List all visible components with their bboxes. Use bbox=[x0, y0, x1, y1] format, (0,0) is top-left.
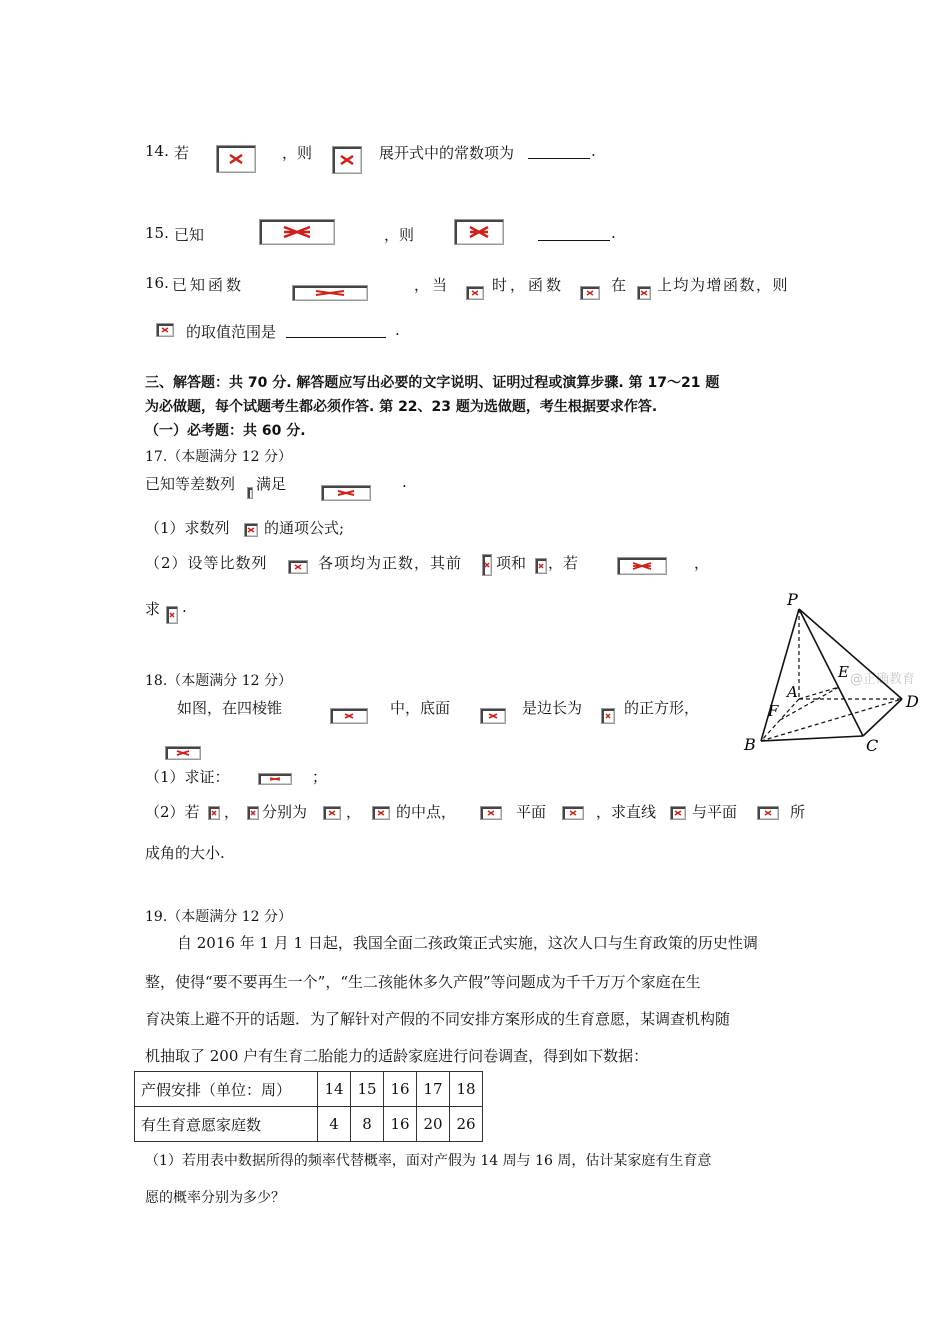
formula-image-placeholder bbox=[156, 323, 174, 337]
q19-para-line2: 整，使得“要不要再生一个”，“生二孩能休多久产假”等问题成为千千万万个家庭在生 bbox=[145, 973, 701, 991]
figure-watermark: @正确教育 bbox=[850, 672, 916, 687]
q18-part2-i: 所 bbox=[790, 803, 806, 821]
table-row bbox=[135, 1107, 483, 1142]
formula-image-placeholder bbox=[166, 606, 178, 624]
q18-part2-b: ， bbox=[224, 803, 240, 821]
q18-part2-e: 的中点， bbox=[396, 803, 457, 821]
q19-part1-line2: 愿的概率分别为多少？ bbox=[145, 1190, 285, 1206]
q19-para-line4: 机抽取了 200 户有生育二胎能力的适龄家庭进行问卷调查，得到如下数据： bbox=[145, 1047, 649, 1065]
label-A: A bbox=[787, 683, 798, 701]
broken-image-icon bbox=[468, 226, 490, 238]
broken-image-icon bbox=[631, 562, 653, 570]
formula-image-placeholder bbox=[562, 806, 584, 820]
table-cell: 8 bbox=[351, 1107, 384, 1142]
q18-line1-b: 中，底面 bbox=[390, 699, 451, 717]
broken-image-icon bbox=[471, 290, 479, 296]
broken-image-icon bbox=[250, 810, 256, 816]
broken-image-icon bbox=[569, 810, 577, 816]
table-cell: 4 bbox=[318, 1107, 351, 1142]
q19-title: 19.（本题满分 12 分） bbox=[145, 909, 292, 925]
formula-image-placeholder bbox=[482, 554, 492, 576]
table-cell: 20 bbox=[417, 1107, 450, 1142]
formula-image-placeholder bbox=[258, 773, 292, 785]
q16-number: 16. bbox=[145, 274, 169, 292]
formula-image-placeholder bbox=[216, 145, 256, 173]
q18-part2-g: ，求直线 bbox=[596, 803, 657, 821]
q17-intro-b: 满足 bbox=[256, 475, 287, 493]
formula-image-placeholder bbox=[480, 708, 506, 724]
broken-image-icon bbox=[336, 490, 356, 496]
q18-part2-h: 与平面 bbox=[692, 803, 738, 821]
formula-image-placeholder bbox=[480, 806, 502, 820]
broken-image-icon bbox=[605, 713, 611, 719]
formula-image-placeholder bbox=[288, 560, 308, 574]
formula-image-placeholder bbox=[259, 219, 335, 245]
q19-para-line1: 自 2016 年 1 月 1 日起，我国全面二孩政策正式实施，这次人口与生育政策的历史性调 bbox=[177, 934, 758, 952]
formula-image-placeholder bbox=[637, 286, 651, 300]
formula-image-placeholder bbox=[323, 806, 341, 820]
broken-image-icon bbox=[674, 810, 682, 816]
q16-text-line2: 的取值范围是 bbox=[186, 323, 277, 341]
table-cell: 17 bbox=[417, 1072, 450, 1107]
broken-image-icon bbox=[586, 290, 594, 296]
answer-blank bbox=[538, 240, 610, 241]
broken-image-icon bbox=[314, 290, 346, 296]
broken-image-icon bbox=[229, 154, 243, 164]
q17-title: 17.（本题满分 12 分） bbox=[145, 449, 292, 465]
q14-period: . bbox=[591, 142, 596, 160]
q19-para-line3: 育决策上避不开的话题．为了解针对产假的不同安排方案形成的生育意愿，某调查机构随 bbox=[145, 1010, 731, 1028]
label-P: P bbox=[787, 590, 798, 609]
q18-part1-a: （1）求证： bbox=[145, 768, 230, 786]
broken-image-icon bbox=[176, 750, 190, 756]
formula-image-placeholder bbox=[466, 286, 484, 300]
formula-image-placeholder bbox=[332, 146, 362, 174]
answer-blank bbox=[286, 337, 386, 338]
table-cell: 18 bbox=[450, 1072, 483, 1107]
formula-image-placeholder bbox=[454, 219, 504, 245]
formula-image-placeholder bbox=[247, 806, 259, 820]
q14-text-tail: 展开式中的常数项为 bbox=[379, 144, 515, 162]
q16-text-lead: 已知函数 bbox=[172, 276, 245, 294]
broken-image-icon bbox=[640, 290, 648, 296]
table-cell: 14 bbox=[318, 1072, 351, 1107]
q14-number: 14. bbox=[145, 142, 169, 160]
table-cell: 15 bbox=[351, 1072, 384, 1107]
q17-part2-c: 项和 bbox=[496, 554, 527, 572]
q16-text-dang: ，当 bbox=[414, 276, 451, 294]
q17-part2-b: 各项均为正数，其前 bbox=[318, 554, 463, 572]
broken-image-icon bbox=[488, 713, 498, 719]
formula-image-placeholder bbox=[165, 746, 201, 760]
q17-part2-e: ， bbox=[694, 554, 710, 572]
formula-image-placeholder bbox=[580, 286, 600, 300]
formula-image-placeholder bbox=[757, 806, 779, 820]
q18-title: 18.（本题满分 12 分） bbox=[145, 673, 292, 689]
q15-number: 15. bbox=[145, 224, 169, 242]
label-E: E bbox=[838, 663, 849, 681]
q18-part2-line2: 成角的大小. bbox=[145, 844, 225, 862]
broken-image-icon bbox=[484, 562, 490, 568]
section-subheading: （一）必考题：共 60 分. bbox=[145, 423, 306, 439]
formula-image-placeholder bbox=[670, 806, 686, 820]
broken-image-icon bbox=[269, 777, 281, 781]
edge-PB bbox=[761, 609, 799, 741]
segment-AE bbox=[799, 687, 839, 699]
q18-part2-d: ， bbox=[346, 803, 362, 821]
q16-text-tail: 上均为增函数，则 bbox=[657, 276, 790, 294]
q18-part2-f: 平面 bbox=[516, 803, 547, 821]
broken-image-icon bbox=[538, 563, 544, 569]
table-row bbox=[135, 1072, 483, 1107]
formula-image-placeholder bbox=[247, 487, 253, 499]
section-heading-line2: 为必做题，每个试题考生都必须作答. 第 22、23 题为选做题，考生根据要求作答. bbox=[145, 399, 658, 415]
q14-text-ze: ，则 bbox=[282, 144, 313, 162]
broken-image-icon bbox=[161, 327, 169, 333]
label-D: D bbox=[906, 692, 919, 711]
label-B: B bbox=[744, 735, 756, 754]
formula-image-placeholder bbox=[292, 285, 368, 301]
broken-image-icon bbox=[377, 810, 385, 816]
label-C: C bbox=[866, 736, 879, 755]
q18-line1-d: 的正方形， bbox=[624, 699, 700, 717]
q17-intro-period: . bbox=[402, 473, 407, 491]
broken-image-icon bbox=[211, 810, 217, 816]
q17-part1-b: 的通项公式; bbox=[264, 519, 345, 537]
table-cell: 16 bbox=[384, 1072, 417, 1107]
table-row-label: 有生育意愿家庭数 bbox=[135, 1107, 318, 1142]
broken-image-icon bbox=[487, 810, 495, 816]
formula-image-placeholder bbox=[535, 558, 547, 574]
broken-image-icon bbox=[328, 810, 336, 816]
label-F: F bbox=[768, 702, 779, 720]
q17-intro-a: 已知等差数列 bbox=[145, 475, 236, 493]
broken-image-icon bbox=[340, 155, 354, 165]
q14-text-ruo: 若 bbox=[174, 144, 190, 162]
broken-image-icon bbox=[294, 564, 302, 570]
q18-line1-a: 如图，在四棱锥 bbox=[177, 699, 283, 717]
q18-part1-b: ； bbox=[312, 768, 328, 786]
table-cell: 16 bbox=[384, 1107, 417, 1142]
formula-image-placeholder bbox=[244, 523, 258, 537]
q17-part2-a: （2）设等比数列 bbox=[145, 554, 268, 572]
formula-image-placeholder bbox=[617, 557, 667, 575]
survey-table bbox=[134, 1071, 483, 1142]
q17-part3-b: . bbox=[182, 598, 187, 616]
broken-image-icon bbox=[169, 612, 175, 618]
q18-part2-c: 分别为 bbox=[262, 803, 308, 821]
answer-blank bbox=[528, 158, 590, 159]
table-cell: 26 bbox=[450, 1107, 483, 1142]
formula-image-placeholder bbox=[330, 708, 368, 724]
q17-part2-d: ，若 bbox=[548, 554, 579, 572]
q16-text-shi: 时，函数 bbox=[492, 276, 565, 294]
broken-image-icon bbox=[282, 226, 312, 238]
q17-part3-a: 求 bbox=[145, 600, 161, 618]
q17-part1-a: （1）求数列 bbox=[145, 519, 230, 537]
q16-period: . bbox=[395, 321, 400, 339]
section-heading-line1: 三、解答题：共 70 分. 解答题应写出必要的文字说明、证明过程或演算步骤. 第 17～21 题 bbox=[145, 375, 720, 391]
formula-image-placeholder bbox=[208, 806, 220, 820]
broken-image-icon bbox=[247, 527, 255, 533]
formula-image-placeholder bbox=[601, 708, 615, 724]
q15-period: . bbox=[611, 224, 616, 242]
broken-image-icon bbox=[764, 810, 772, 816]
pyramid-figure bbox=[735, 585, 935, 760]
q18-line1-c: 是边长为 bbox=[522, 699, 583, 717]
broken-image-icon bbox=[344, 713, 354, 719]
q18-part2-a: （2）若 bbox=[145, 803, 200, 821]
table-row-label: 产假安排（单位：周） bbox=[135, 1072, 318, 1107]
q15-text-ze: ，则 bbox=[384, 226, 415, 244]
formula-image-placeholder bbox=[372, 806, 390, 820]
q19-part1-line1: （1）若用表中数据所得的频率代替概率，面对产假为 14 周与 16 周，估计某家庭有生育意 bbox=[145, 1153, 712, 1169]
q16-text-zai: 在 bbox=[611, 276, 627, 294]
formula-image-placeholder bbox=[321, 485, 371, 501]
q15-text-lead: 已知 bbox=[174, 226, 205, 244]
